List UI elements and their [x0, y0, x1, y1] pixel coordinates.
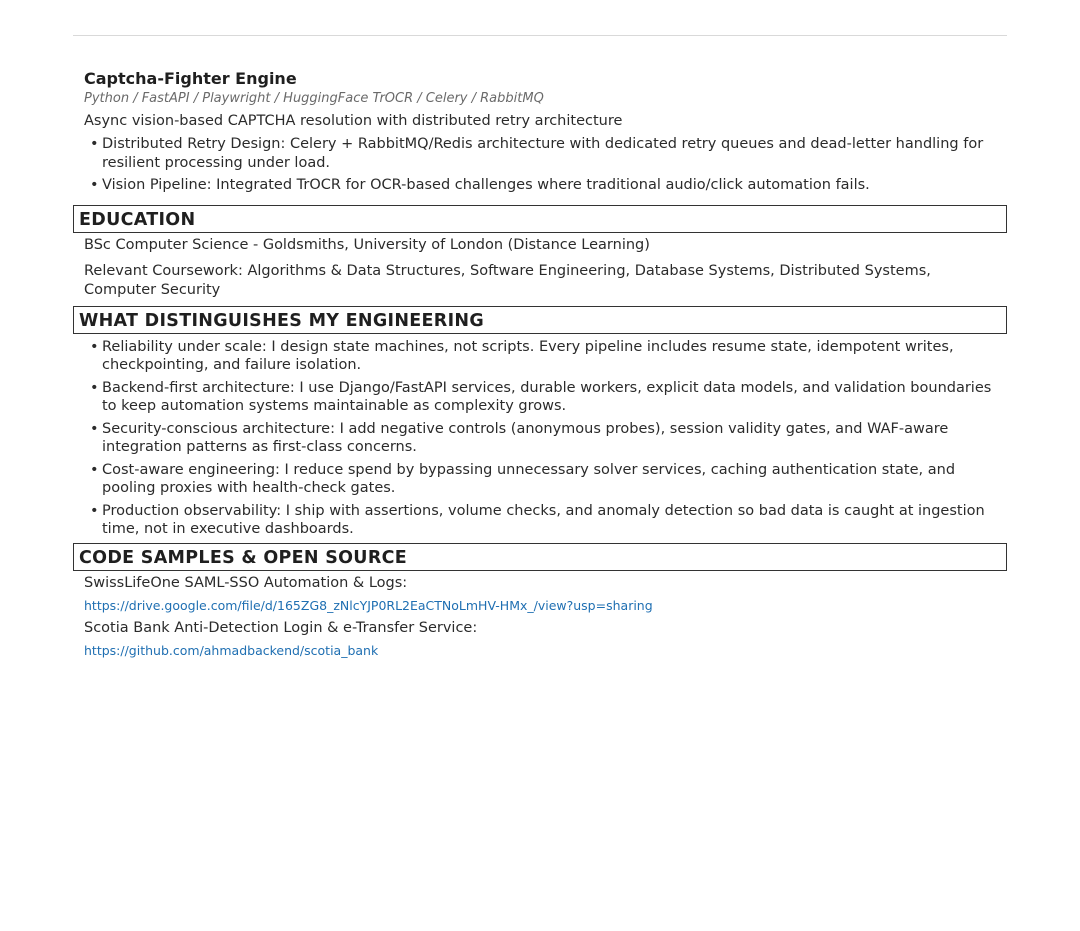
bullet-text: Distributed Retry Design: Celery + RabbitMQ/Redis architecture with dedicated retry queues and dead-letter handling for resilient processing under load.: [102, 136, 984, 171]
bullet-text: Backend-first architecture: I use Django/FastAPI services, durable workers, explicit data models, and validation boundaries to keep automation systems maintainable as complexity grows.: [102, 379, 992, 414]
project-summary: Async vision-based CAPTCHA resolution with distributed retry architecture: [84, 113, 623, 129]
code-sample-link-swisslife[interactable]: https://drive.google.com/file/d/165ZG8_zNlcYJP0RL2EaCTNoLmHV-HMx_/view?usp=sharing: [84, 597, 653, 613]
education-coursework: Relevant Coursework: Algorithms & Data Structures, Software Engineering, Database Systems, Distributed Systems, Computer Security: [84, 262, 931, 298]
bullet-text: Cost-aware engineering: I reduce spend by bypassing unnecessary solver services, caching authentication state, and pooling proxies with health-check gates.: [102, 461, 956, 496]
code-samples-heading: CODE SAMPLES & OPEN SOURCE: [73, 543, 1007, 571]
list-item: [73, 338, 1007, 375]
top-divider: [73, 35, 1007, 36]
bullet-icon: •: [90, 177, 99, 193]
resume-content: [73, 68, 1007, 660]
project-title: Captcha-Fighter Engine: [84, 69, 297, 88]
code-sample-link-scotia[interactable]: https://github.com/ahmadbackend/scotia_bank: [84, 642, 379, 658]
list-item: [73, 176, 1007, 195]
code-sample-label-scotia: Scotia Bank Anti-Detection Login & e-Transfer Service:: [84, 619, 478, 636]
list-item: [73, 379, 1007, 416]
list-item: [73, 135, 1007, 172]
distinguishes-bullet-list: [73, 338, 1007, 539]
bullet-icon: •: [90, 379, 99, 396]
project-block: [73, 68, 1007, 195]
bullet-text: Vision Pipeline: Integrated TrOCR for OCR-based challenges where traditional audio/click automation fails.: [102, 177, 870, 193]
list-item: [73, 461, 1007, 498]
project-tech-stack: Python / FastAPI / Playwright / HuggingFace TrOCR / Celery / RabbitMQ: [84, 91, 544, 106]
project-bullet-list: [73, 135, 1007, 195]
education-degree: BSc Computer Science - Goldsmiths, University of London (Distance Learning): [84, 236, 650, 253]
bullet-text: Production observability: I ship with assertions, volume checks, and anomaly detection so bad data is caught at ingestion time, not in executive dashboards.: [102, 502, 985, 537]
bullet-icon: •: [90, 461, 99, 478]
bullet-text: Security-conscious architecture: I add negative controls (anonymous probes), session validity gates, and WAF-aware integration patterns as first-class concerns.: [102, 420, 949, 455]
bullet-icon: •: [90, 420, 99, 437]
education-heading: EDUCATION: [73, 205, 1007, 233]
code-sample-label-swisslife: SwissLifeOne SAML-SSO Automation & Logs:: [84, 574, 408, 591]
bullet-icon: •: [90, 136, 99, 152]
list-item: [73, 420, 1007, 457]
list-item: [73, 502, 1007, 539]
bullet-icon: •: [90, 502, 99, 519]
distinguishes-heading: WHAT DISTINGUISHES MY ENGINEERING: [73, 306, 1007, 334]
bullet-icon: •: [90, 338, 99, 355]
bullet-text: Reliability under scale: I design state machines, not scripts. Every pipeline includes resume state, idempotent writes, checkpointing, and failure isolation.: [102, 338, 954, 373]
